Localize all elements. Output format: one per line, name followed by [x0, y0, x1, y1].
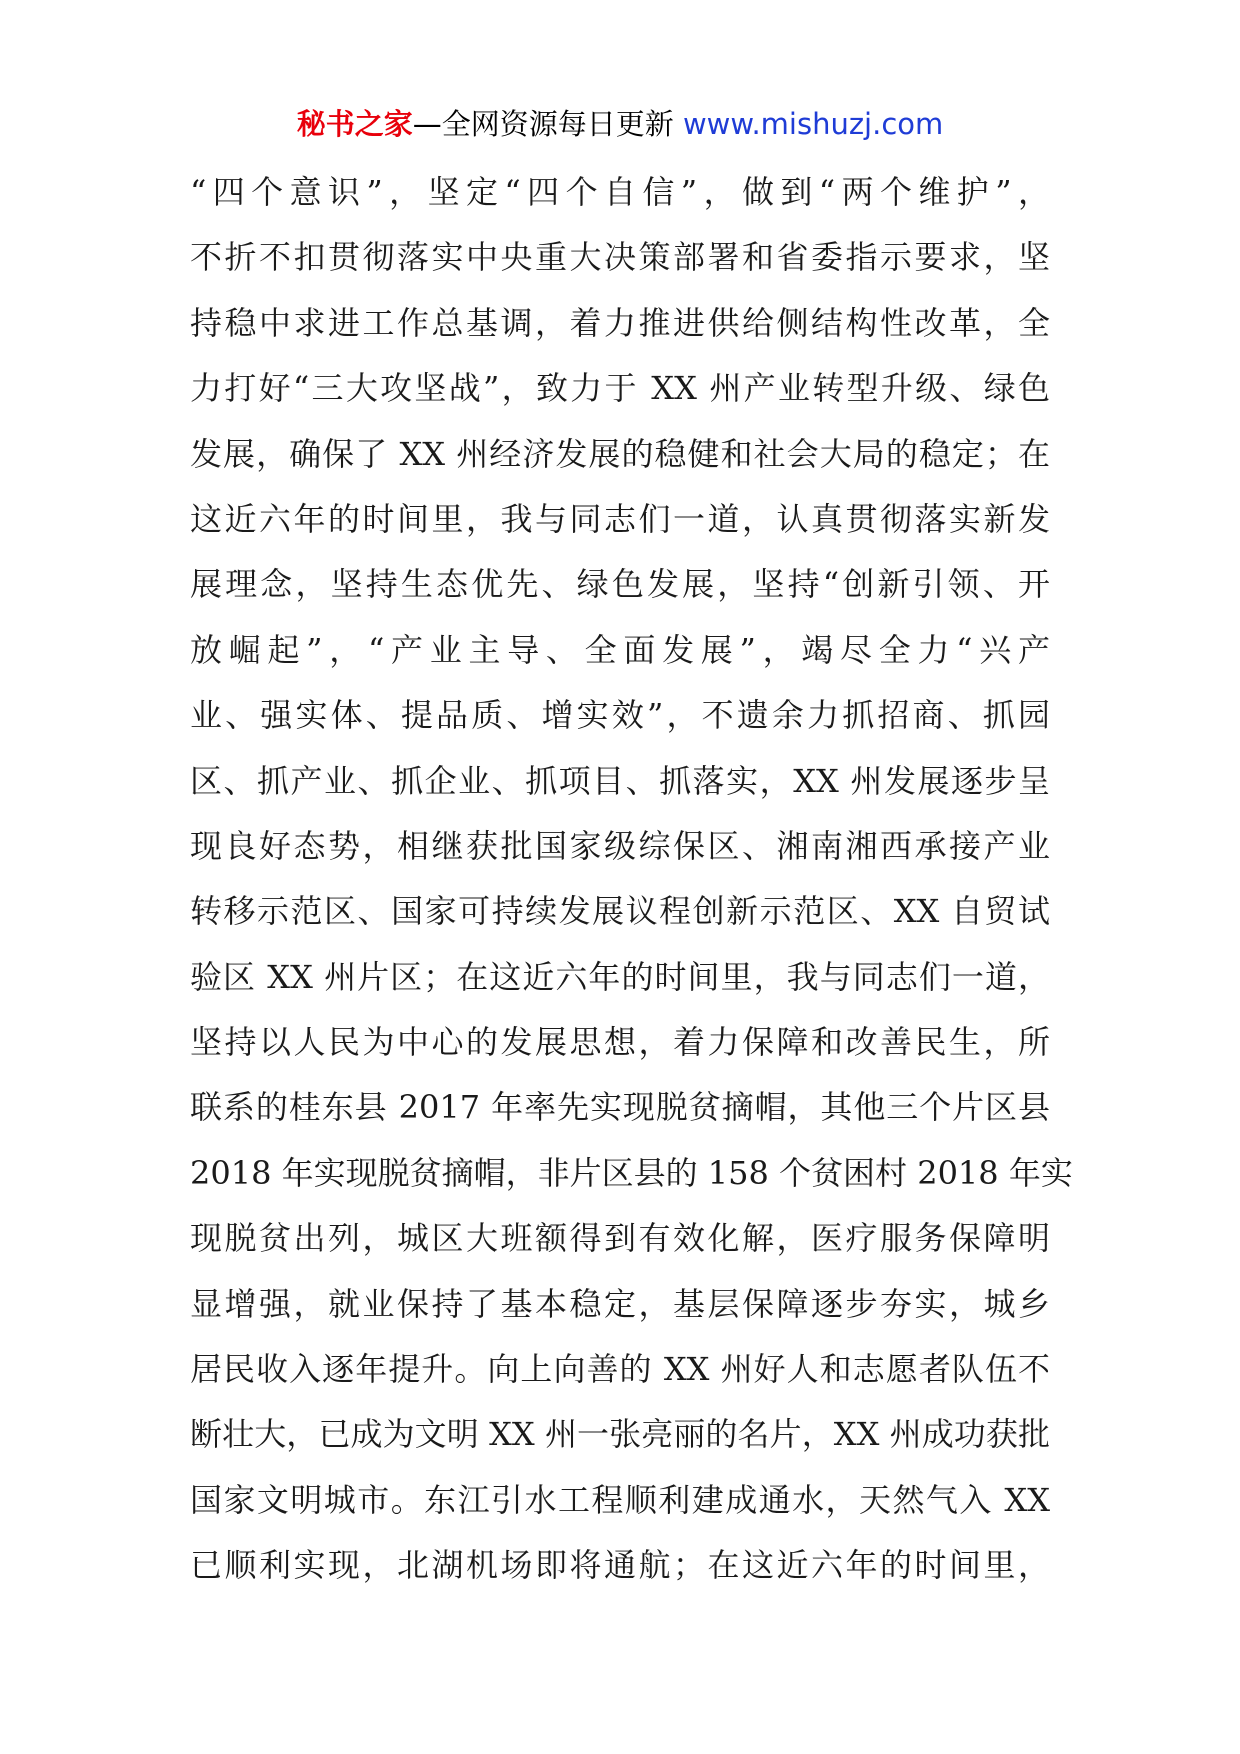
text-line: 验区 XX 州片区；在这近六年的时间里，我与同志们一道， [190, 957, 1050, 996]
text-line: 不折不扣贯彻落实中央重大决策部署和省委指示要求，坚 [190, 238, 1050, 277]
text-line: 这近六年的时间里，我与同志们一道，认真贯彻落实新发 [190, 499, 1050, 538]
text-line: 现脱贫出列，城区大班额得到有效化解，医疗服务保障明 [190, 1219, 1050, 1258]
text-line: 现良好态势，相继获批国家级综保区、湘南湘西承接产业 [190, 826, 1050, 865]
text-line: 国家文明城市。东江引水工程顺利建成通水，天然气入 XX [190, 1480, 1050, 1519]
text-line: 区、抓产业、抓企业、抓项目、抓落实，XX 州发展逐步呈 [190, 761, 1050, 800]
header-url-link[interactable]: www.mishuzj.com [682, 107, 944, 141]
header-brand: 秘书之家 [296, 107, 413, 141]
text-line: 联系的桂东县 2017 年率先实现脱贫摘帽，其他三个片区县 [190, 1088, 1050, 1127]
text-line: 居民收入逐年提升。向上向善的 XX 州好人和志愿者队伍不 [190, 1350, 1050, 1389]
text-line: 业、强实体、提品质、增实效”，不遗余力抓招商、抓园 [190, 696, 1050, 735]
text-line: 力打好“三大攻坚战”，致力于 XX 州产业转型升级、绿色 [190, 369, 1050, 408]
text-line: 断壮大，已成为文明 XX 州一张亮丽的名片，XX 州成功获批 [190, 1415, 1050, 1454]
text-line: 持稳中求进工作总基调，着力推进供给侧结构性改革，全 [190, 303, 1050, 342]
text-line: “四个意识”，坚定“四个自信”，做到“两个维护”， [190, 173, 1050, 211]
text-line: 展理念，坚持生态优先、绿色发展，坚持“创新引领、开 [190, 565, 1050, 604]
body-paragraph [190, 160, 1073, 1599]
text-line: 放崛起”，“产业主导、全面发展”，竭尽全力“兴产 [190, 630, 1050, 669]
text-line: 发展，确保了 XX 州经济发展的稳健和社会大局的稳定；在 [190, 434, 1050, 473]
text-line: 2018 年实现脱贫摘帽，非片区县的 158 个贫困村 2018 年实 [190, 1153, 1073, 1192]
text-line: 坚持以人民为中心的发展思想，着力保障和改善民生，所 [190, 1023, 1050, 1062]
text-line: 转移示范区、国家可持续发展议程创新示范区、XX 自贸试 [190, 892, 1050, 931]
page-header [0, 100, 1240, 148]
text-line: 已顺利实现，北湖机场即将通航；在这近六年的时间里， [190, 1546, 1050, 1585]
text-line: 显增强，就业保持了基本稳定，基层保障逐步夯实，城乡 [190, 1284, 1050, 1323]
header-tagline: —全网资源每日更新 [412, 107, 674, 141]
